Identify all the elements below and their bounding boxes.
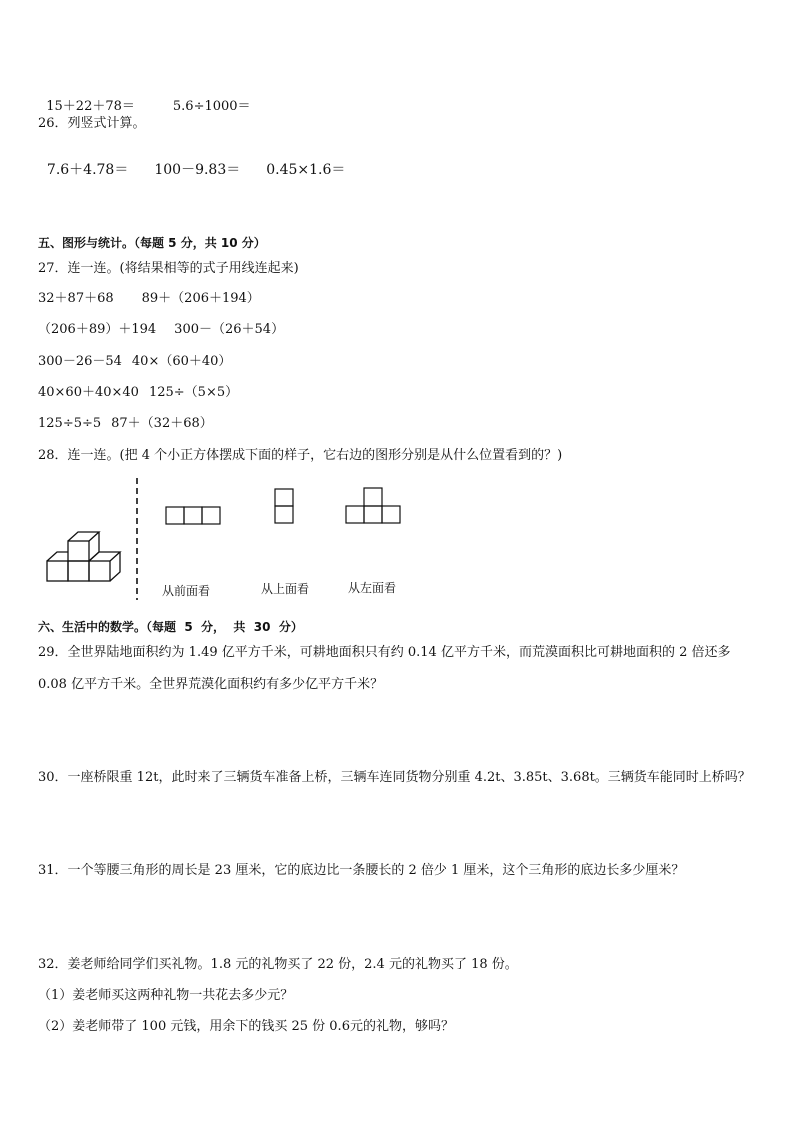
q29-line-2: 0.08 亿平方千米。全世界荒漠化面积约有多少亿平方千米？: [38, 677, 384, 692]
q27-left-1: 32＋87＋68: [38, 291, 114, 306]
q25-expr-2: 5.6÷1000＝: [172, 99, 251, 114]
q25-expr-1: 15＋22＋78＝: [46, 99, 135, 114]
caption-front-view: 从前面看: [162, 584, 211, 598]
q31-text: 31．一个等腰三角形的周长是 23 厘米，它的底边比一条腰长的 2 倍少 1 厘米，这个三角形的底边长多少厘米？: [38, 863, 685, 878]
q27-right-1: 89＋（206＋194）: [141, 291, 260, 306]
q27-right-4: 125÷（5×5）: [148, 385, 239, 400]
q29-line-1: 29．全世界陆地面积约为 1.49 亿平方千米，可耕地面积只有约 0.14 亿平方千米，而荒漠面积比可耕地面积的 2 倍还多: [38, 645, 731, 660]
section5-heading: 五、图形与统计。（每题 5 分，共 10 分）: [38, 236, 266, 250]
q26-expr-2: 100－9.83＝: [154, 162, 241, 178]
caption-top-view: 从上面看: [261, 582, 310, 596]
q32-sub-2: （2）姜老师带了 100 元钱，用余下的钱买 25 份 0.6元的礼物，够吗？: [38, 1019, 454, 1034]
q27-left-5: 125÷5÷5: [38, 416, 102, 431]
q28-prompt: 28．连一连。(把 4 个小正方体摆成下面的样子，它右边的图形分别是从什么位置看到的？): [38, 448, 563, 463]
front-view-figure: [166, 507, 220, 524]
q32-text: 32．姜老师给同学们买礼物。1.8 元的礼物买了 22 份，2.4 元的礼物买了 18 份。: [38, 957, 518, 972]
q26-prompt: 26．列竖式计算。: [38, 116, 146, 131]
section6-heading: 六、生活中的数学。（每题 5 分， 共 30 分）: [38, 620, 303, 634]
q27-right-5: 87＋（32＋68）: [111, 416, 213, 431]
q27-left-4: 40×60＋40×40: [38, 385, 139, 400]
q27-right-2: 300－（26＋54）: [174, 322, 285, 337]
q26-expr-3: 0.45×1.6＝: [266, 162, 346, 178]
q27-right-3: 40×（60＋40）: [131, 354, 232, 369]
q30-text: 30．一座桥限重 12t，此时来了三辆货车准备上桥，三辆车连同货物分别重 4.2t、3.85t、3.68t。三辆货车能同时上桥吗？: [38, 770, 751, 785]
q32-sub-1: （1）姜老师买这两种礼物一共花去多少元？: [38, 988, 294, 1003]
q27-left-3: 300－26－54: [38, 354, 122, 369]
q26-expr-1: 7.6＋4.78＝: [46, 162, 129, 178]
top-view-figure: [275, 489, 293, 523]
q27-left-2: （206＋89）＋194: [38, 322, 157, 337]
q27-prompt: 27．连一连。(将结果相等的式子用线连起来): [38, 261, 299, 276]
caption-left-view: 从左面看: [348, 581, 397, 595]
left-view-figure: [346, 488, 400, 523]
